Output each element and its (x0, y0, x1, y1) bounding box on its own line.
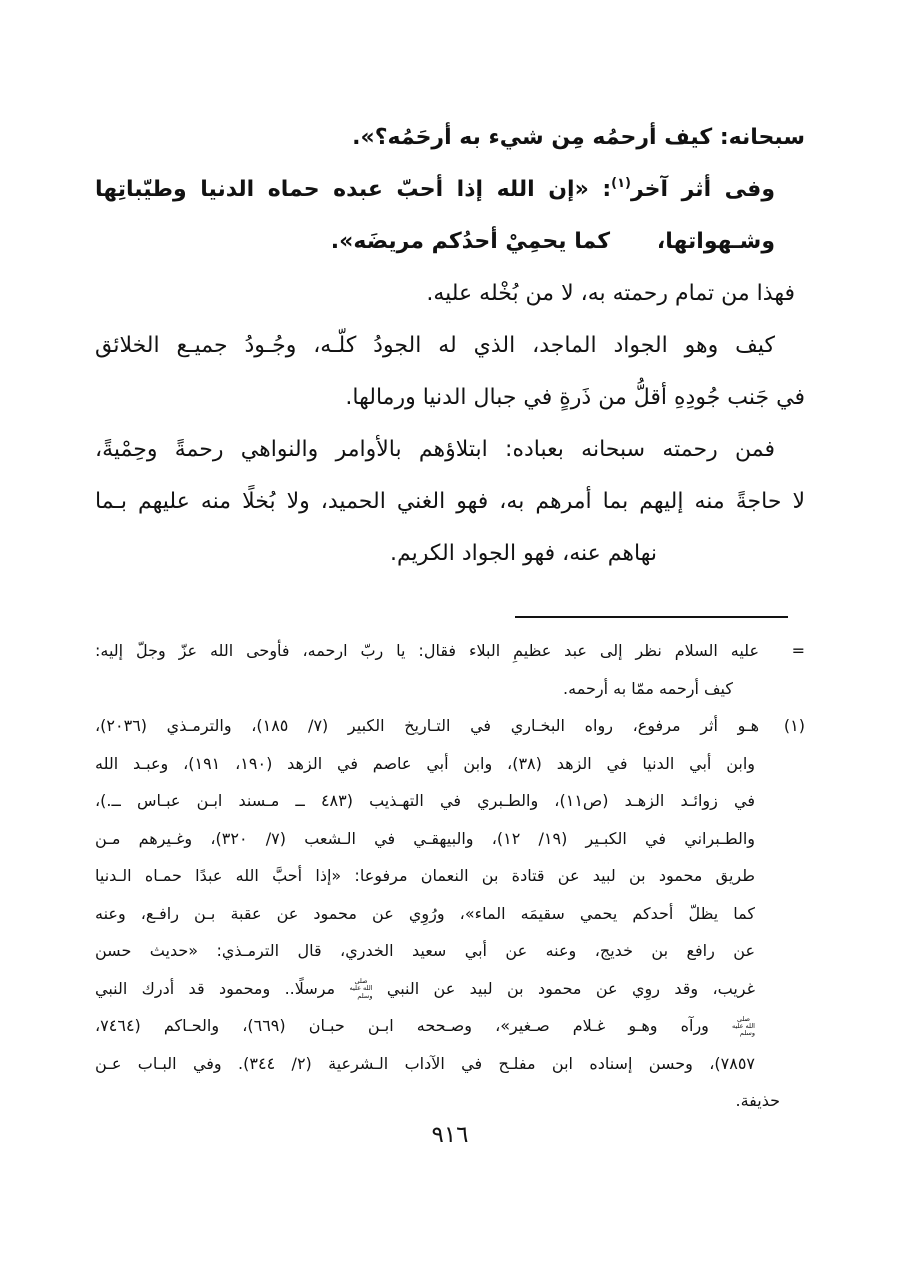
footnote-ref-superscript: (١) (611, 176, 631, 191)
footnote-line: طريق محمود بن لبيد عن قتادة بن النعمان مرفوعا: «إذا أحبَّ الله عبدًا حمـاه الـدنيا (95, 866, 755, 885)
main-text-line: فهذا من تمام رحمته به، لا من بُخْله عليه. (426, 281, 795, 306)
main-text-line: نهاهم عنه، فهو الجواد الكريم. (389, 541, 657, 566)
footnote-line (95, 1007, 755, 1045)
footnote-text: ورآه وهـو غـلام صـغير»، وصـححه ابـن حبـان (٦٦٩)، والحـاكم (٧٤٦٤، (95, 1016, 732, 1035)
line-text: : «إن الله إذا أحبّ عبده حماه الدنيا وطيّباتِها وشـهواتها، (95, 177, 775, 254)
footnote-line: وابن أبي الدنيا في الزهد (٣٨)، وابن أبي عاصم في الزهد (١٩٠، ١٩١)، وعبـد الله (95, 753, 755, 773)
footnote-text: هـو أثر مرفوع، رواه البخـاري في التـاريخ الكبير (٧/ ١٨٥)، والترمـذي (٢٠٣٦)، (95, 716, 760, 735)
main-text-line: لا حاجةً منه إليهم بما أمرهم به، فهو الغني الحميد، ولا بُخلًا منه عليهم بـما (95, 489, 805, 514)
main-text-line: في جَنب جُودِهِ أقلُّ من ذَرةٍ في جبال الدنيا ورمالها. (345, 385, 805, 410)
line-text: وفى أثر آخر (630, 177, 775, 202)
footnote-line: في زوائـد الزهـد (ص١١)، والطـبري في التهـذيب (٤٨٣ ــ مـسند ابـن عبـاس ــ.)، (95, 791, 755, 810)
footnote-text: عليه السلام نظر إلى عبد عظيمِ البلاء فقال: يا ربّ ارحمه، فأوحى الله عزّ وجلّ إليه: (95, 641, 759, 660)
footnote-line (95, 707, 805, 745)
main-text (95, 112, 805, 580)
main-text-line: سبحانه: كيف أرحمُه مِن شيء به أرحَمُه؟». (352, 125, 805, 150)
footnote-line (95, 632, 805, 670)
page-number: ٩١٦ (431, 1122, 469, 1148)
main-text-line: كيف وهو الجواد الماجد، الذي له الجودُ كلّـه، وجُـودُ جميـع الخلائق (95, 333, 775, 358)
footnote-line: كما يظلّ أحدكم يحمي سقيمَه الماء»، ورُوِي عن محمود عن عقبة بـن رافـع، وعنه (95, 903, 755, 923)
footnote-line: والطـبراني في الكبـير (١٩/ ١٢)، والبيهقـي في الـشعب (٧/ ٣٢٠)، وغـيرهم مـن (95, 828, 755, 848)
footnote-line (95, 970, 755, 1008)
honorific-mark: صلى الله عليه وسلم (732, 1014, 755, 1038)
footnote-continuation-marker: = (791, 641, 805, 660)
footnote-text: مرسلًا.. ومحمود قد أدرك النبي (95, 978, 350, 998)
footnote-separator (515, 616, 788, 618)
footnotes-block (95, 632, 805, 1120)
main-text-line: فمن رحمته سبحانه بعباده: ابتلاؤهم بالأوامر والنواهي رحمةً وحِمْيةً، (95, 437, 775, 462)
honorific-mark: صلى الله عليه وسلم (349, 977, 373, 1000)
footnote-line: حذيفة. (735, 1091, 780, 1110)
footnote-line: عن رافع بن خديج، وعنه عن أبي سعيد الخدري، قال الترمـذي: «حديث حسن (95, 941, 755, 960)
footnote-line: كيف أرحمه ممّا به أرحمه. (563, 678, 733, 698)
footnote-line: ٧٨٥٧)، وحسن إسناده ابن مفلـح في الآداب الـشرعية (٢/ ٣٤٤). وفي البـاب عـن (95, 1053, 756, 1073)
main-text-line: كما يحمِيْ أحدُكم مريضَه». (330, 229, 610, 254)
footnote-text: غريب، وقد روِي عن محمود بن لبيد عن النبي (372, 978, 755, 998)
footnote-number: (١) (783, 716, 805, 735)
